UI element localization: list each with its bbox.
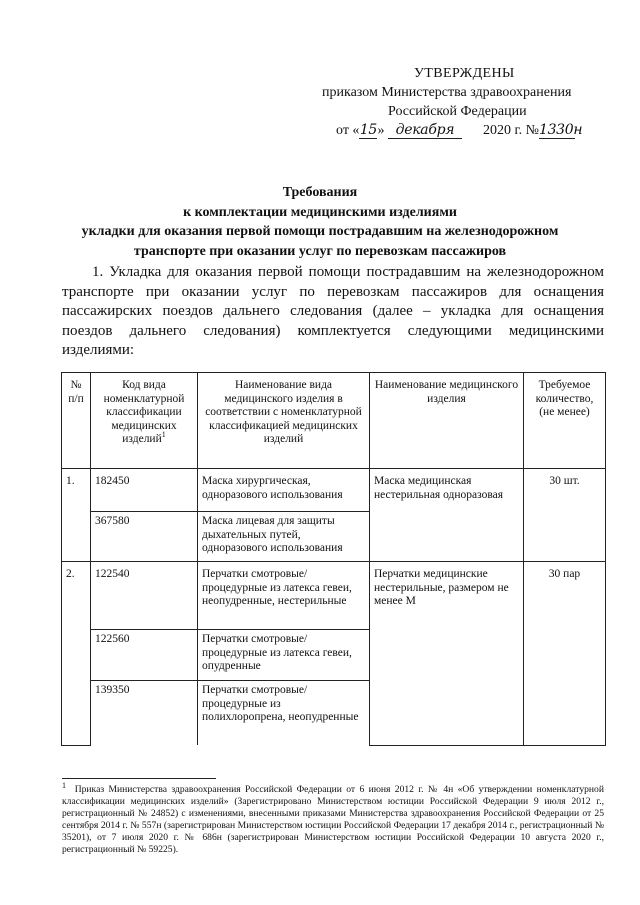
handwritten-day: 15: [359, 122, 378, 138]
row-kind: Маска лицевая для защиты дыхательных путей, одноразового использования: [198, 512, 370, 562]
date-year: 2020 г. №: [482, 123, 539, 138]
approval-country: Российской Федерации: [388, 104, 527, 119]
approval-date: [322, 121, 612, 140]
title-line-2: к комплектации медицинскими изделиями: [183, 204, 457, 220]
approval-title: УТВЕРЖДЕНЫ: [414, 66, 515, 81]
approval-ministry: приказом Министерства здравоохранения: [322, 85, 572, 100]
table-row: [62, 469, 606, 512]
title-line-4: транспорте при оказании услуг по перевозкам пассажиров: [133, 243, 507, 259]
table-row: [62, 562, 606, 630]
footnote: [62, 780, 604, 856]
row-code: 182450: [91, 469, 198, 512]
row-kind: Маска хирургическая, одноразового использования: [198, 469, 370, 512]
handwritten-number: 1330н: [538, 122, 583, 138]
row-number: 1.: [62, 469, 91, 562]
header-code: [91, 373, 198, 469]
table-header-row: [62, 373, 606, 469]
date-prefix: от «: [336, 123, 360, 138]
date-mid: »: [377, 123, 385, 138]
header-code-text: Код вида номенклатурной классификации медицинских изделий: [103, 379, 185, 445]
header-number: № п/п: [62, 373, 91, 469]
footnote-marker: 1: [62, 780, 66, 790]
header-qty: Требуемое количество, (не менее): [524, 373, 606, 469]
footnote-divider: [62, 778, 216, 779]
document-title: [40, 183, 600, 261]
approval-block: [322, 64, 612, 140]
row-quantity: 30 пар: [524, 562, 606, 746]
title-line-3: укладки для оказания первой помощи пострадавшим на железнодорожном: [81, 224, 559, 239]
intro-paragraph: 1. Укладка для оказания первой помощи пострадавшим на железнодорожном транспорте при оказании услуг по перевозкам пассажиров для оснащения пассажирских поездов дальнего следования (далее – укладка для оснащения поездов дальнего следования) комплектуется следующими медицинскими изделиями:: [62, 264, 604, 358]
row-quantity: 30 шт.: [524, 469, 606, 562]
row-item-name: Маска медицинская нестерильная одноразовая: [370, 469, 524, 562]
row-kind: Перчатки смотровые/процедурные из латекса гевеи, опудренные: [198, 630, 370, 681]
row-code: 367580: [91, 512, 198, 562]
row-item-name: Перчатки медицинские нестерильные, размером не менее М: [370, 562, 524, 746]
row-code: 122560: [91, 630, 198, 681]
handwritten-month: декабря: [388, 123, 462, 139]
header-name: Наименование медицинского изделия: [370, 373, 524, 469]
footnote-ref: 1: [161, 430, 166, 440]
header-kind: Наименование вида медицинского изделия в соответствии с номенклатурной классификацией медицинских изделий: [198, 373, 370, 469]
row-kind: Перчатки смотровые/процедурные из латекса гевеи, неопудренные, нестерильные: [198, 562, 370, 630]
row-number: 2.: [62, 562, 91, 746]
footnote-text: Приказ Министерства здравоохранения Российской Федерации от 6 июня 2012 г. № 4н «Об утверждении номенклатурной классификации медицинских изделий» (Зарегистрировано Министерством юстиции Российской Федерации 9 июля 2012 г., регистрационный № 24852) с изменениями, внесенными приказами Министерства здравоохранения Российской Федерации от 25 сентября 2014 г. № 557н (зарегистрирован Министерством юстиции Российской Федерации 17 декабря 2014 г., регистрационный № 35201), от 7 июля 2020 г. № 686н (зарегистрирован Министерством юстиции Российской Федерации 10 августа 2020 г., регистрационный № 59225).: [62, 784, 604, 855]
row-code: 122540: [91, 562, 198, 630]
title-line-1: Требования: [282, 185, 358, 200]
row-code: 139350: [91, 681, 198, 746]
row-kind: Перчатки смотровые/процедурные из полихлоропрена, неопудренные: [198, 681, 370, 746]
requirements-table: [61, 372, 606, 746]
